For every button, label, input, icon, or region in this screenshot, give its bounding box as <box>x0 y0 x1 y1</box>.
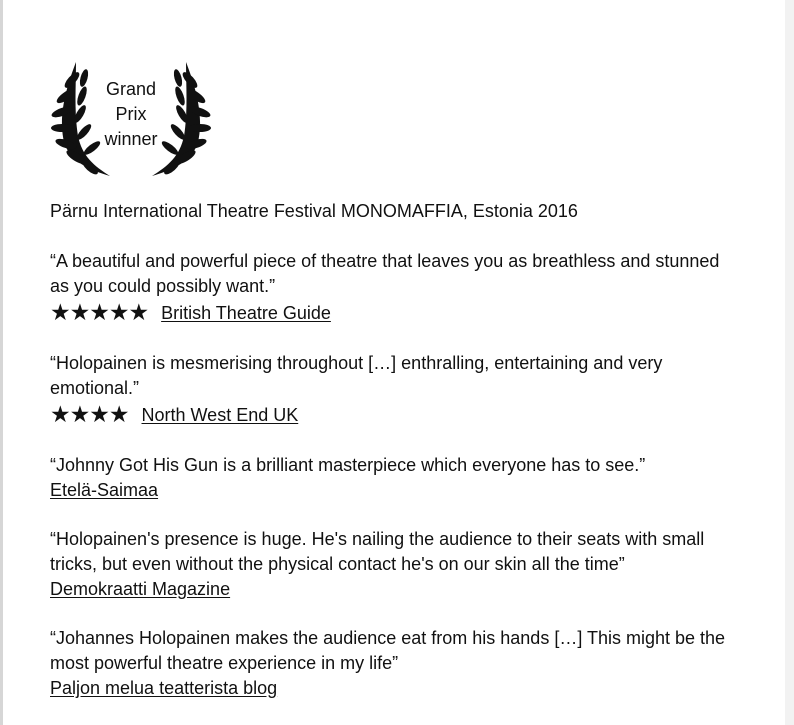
review-item <box>50 249 740 327</box>
laurel-wreath-award <box>48 58 214 178</box>
reviews-section <box>50 199 740 725</box>
award-line-1: Grand <box>105 79 157 99</box>
award-line-3: winner <box>104 129 158 149</box>
review-item <box>50 527 740 602</box>
review-item <box>50 626 740 701</box>
review-quote: “Holopainen is mesmerising throughout […] enthralling, entertaining and very emotional.” <box>50 353 663 398</box>
right-border <box>785 0 794 725</box>
review-source-row <box>50 401 740 429</box>
star-rating: ★★★★ <box>50 402 129 428</box>
review-quote: “Johnny Got His Gun is a brilliant masterpiece which everyone has to see.” <box>50 455 646 475</box>
review-quote: “A beautiful and powerful piece of theatre that leaves you as breathless and stunned as you could possibly want.” <box>50 251 720 296</box>
award-text <box>78 77 184 152</box>
review-source-link[interactable]: North West End UK <box>141 405 299 425</box>
review-source-link[interactable]: Demokraatti Magazine <box>50 579 231 599</box>
review-quote: “Holopainen's presence is huge. He's nailing the audience to their seats with small tricks, but even without the physical contact he's on our skin all the time” <box>50 529 705 574</box>
review-source-link[interactable]: Paljon melua teatterista blog <box>50 678 278 698</box>
award-line-2: Prix <box>115 104 147 124</box>
festival-title: Pärnu International Theatre Festival MONOMAFFIA, Estonia 2016 <box>50 201 578 221</box>
left-border <box>0 0 3 725</box>
review-item <box>50 351 740 429</box>
review-source-link[interactable]: British Theatre Guide <box>161 303 331 323</box>
review-source-link[interactable]: Etelä-Saimaa <box>50 480 159 500</box>
review-quote: “Johannes Holopainen makes the audience eat from his hands […] This might be the most powerful theatre experience in my life” <box>50 628 726 673</box>
review-source-row <box>50 299 740 327</box>
review-item <box>50 453 740 503</box>
star-rating: ★★★★★ <box>50 300 149 326</box>
